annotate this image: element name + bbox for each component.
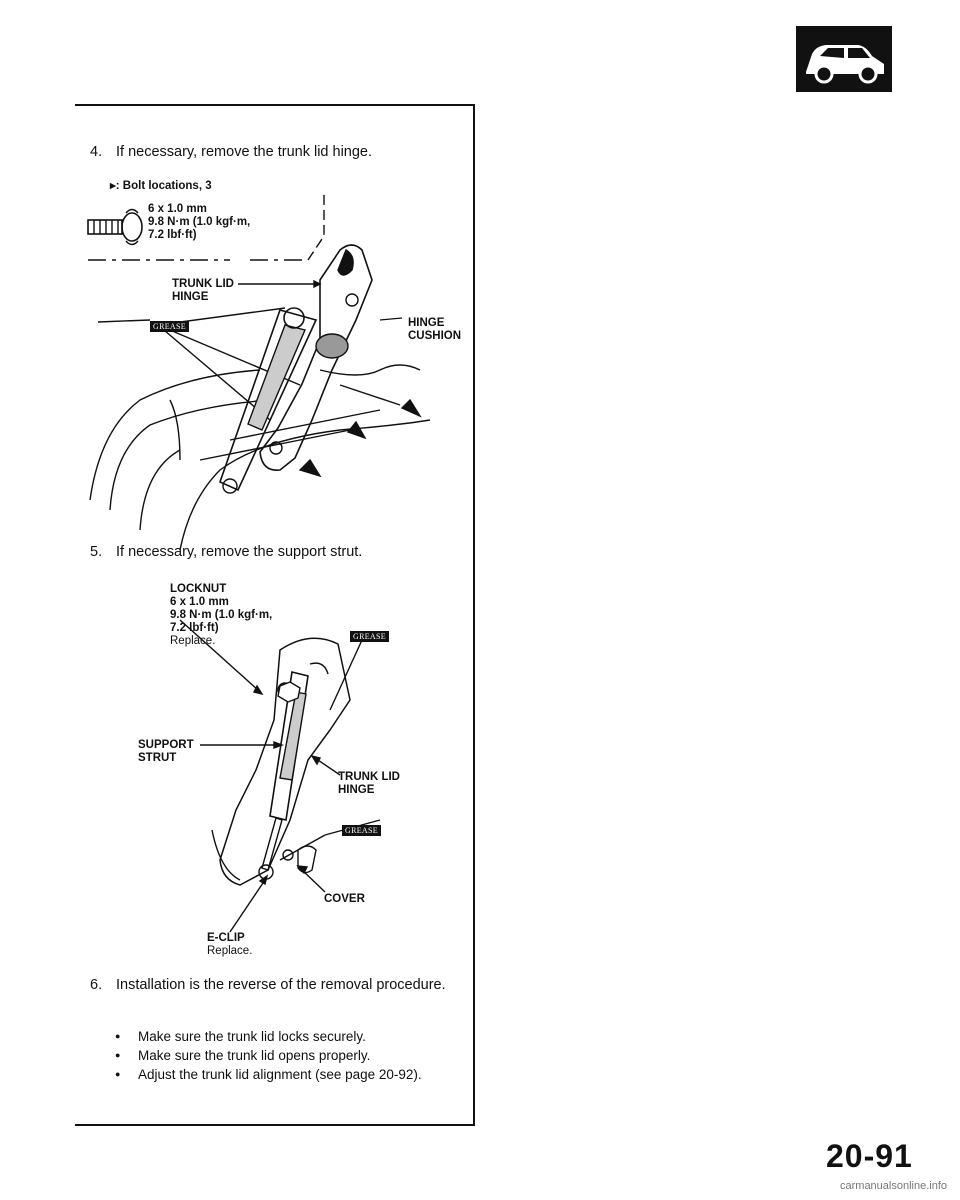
trunk-lid-hinge-label [172, 278, 234, 304]
locknut-torque: 9.8 N·m (1.0 kgf·m, [170, 609, 273, 621]
page-number: 20-91 [826, 1138, 913, 1174]
e-clip-replace-note: Replace. [207, 945, 253, 957]
grease-symbol-icon [150, 316, 189, 334]
cover-label [324, 893, 365, 906]
locknut-label [170, 583, 272, 648]
hinge-cushion-line1: HINGE [408, 317, 445, 329]
car-silhouette-icon [796, 26, 892, 92]
bolt-torque-text: 9.8 N·m (1.0 kgf·m, [148, 216, 251, 228]
grease-symbol-icon-bottom [342, 820, 381, 838]
step-6 [90, 977, 446, 993]
locknut-size: 6 x 1.0 mm [170, 596, 229, 608]
bolt-note-text: ▸: Bolt locations, 3 [110, 180, 212, 192]
bolt-torque-lbf-text: 7.2 lbf·ft) [148, 229, 197, 241]
trunk-lid-hinge-label-2 [338, 771, 400, 797]
support-strut-line1: SUPPORT [138, 739, 194, 751]
step-text: If necessary, remove the trunk lid hinge. [116, 144, 373, 160]
bolt-location-note [110, 180, 212, 193]
step-5 [90, 544, 362, 560]
grease-symbol-icon-top [350, 626, 389, 644]
trunk-lid-hinge-line2: HINGE [338, 784, 375, 796]
hinge-cushion-line2: CUSHION [408, 330, 462, 342]
installation-checklist [112, 1027, 422, 1084]
locknut-replace-note: Replace. [170, 635, 216, 647]
list-item: ● Make sure the trunk lid locks securely. [112, 1027, 422, 1046]
site-watermark: carmanualsonline.info [840, 1180, 948, 1192]
trunk-lid-hinge-line1: TRUNK LID [172, 278, 234, 290]
bolt-spec-label [148, 203, 250, 242]
support-strut-line2: STRUT [138, 752, 177, 764]
e-clip-label [207, 932, 252, 958]
e-clip-name: E-CLIP [207, 932, 245, 944]
frame-right-rule [473, 104, 475, 1126]
bolt-icon [88, 210, 142, 245]
hinge-diagram [80, 170, 460, 550]
step-4 [90, 144, 372, 160]
car-body-icon [796, 26, 892, 92]
step-text: Installation is the reverse of the removal procedure. [116, 977, 446, 993]
list-item: ● Make sure the trunk lid opens properly. [112, 1046, 422, 1065]
frame-top-rule [75, 104, 475, 106]
cover-text: COVER [324, 893, 365, 905]
trunk-lid-hinge-line2: HINGE [172, 291, 209, 303]
step-number: 5. [90, 544, 103, 560]
locknut-torque-lbf: 7.2 lbf·ft) [170, 622, 219, 634]
hinge-cushion-label [408, 317, 461, 343]
grease-text: GREASE [150, 321, 189, 332]
step-text: If necessary, remove the support strut. [116, 544, 363, 560]
grease-text: GREASE [342, 825, 381, 836]
step-number: 4. [90, 144, 103, 160]
step-number: 6. [90, 977, 103, 993]
trunk-lid-hinge-line1: TRUNK LID [338, 771, 400, 783]
support-strut-label [138, 739, 194, 765]
bolt-size-text: 6 x 1.0 mm [148, 203, 207, 215]
locknut-name: LOCKNUT [170, 583, 227, 595]
grease-text: GREASE [350, 631, 389, 642]
list-item: ● Adjust the trunk lid alignment (see page 20-92). [112, 1065, 422, 1084]
frame-bottom-rule [75, 1124, 475, 1126]
